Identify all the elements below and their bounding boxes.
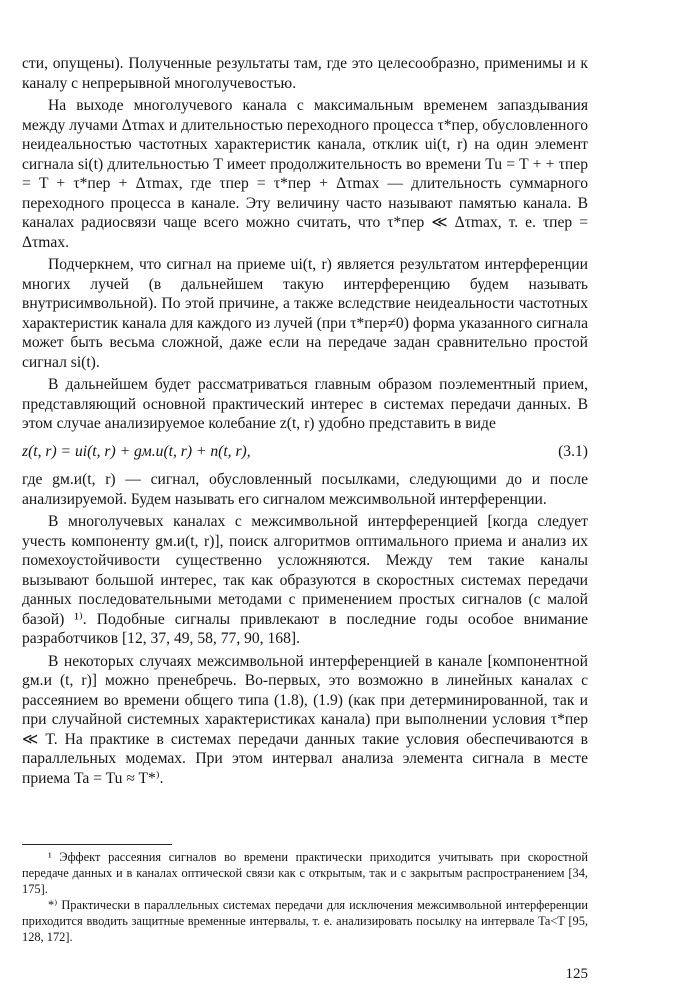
equation-3-1 bbox=[22, 442, 588, 462]
paragraph-neglect: В некоторых случаях межсимвольной интерференцией в канале [компонентной gм.и (t, r)] можно пренебречь. Во-первых, это возможно в линейных каналах с рассеянием во времени общего типа (1.8), (1.9) (как при детерминированной, так и при случайной системных характеристиках канала) при выполнении условия τ*пер ≪ T. На практике в системах передачи данных такие условия обеспечиваются в параллельных модемах. При этом интервал анализа элемента сигнала в месте приема Ta = Tu ≈ T*⁾. bbox=[22, 652, 588, 787]
paragraph-element-reception: В дальнейшем будет рассматриваться главным образом поэлементный прием, представляющий основной практический интерес в системах передачи данных. В этом случае анализируемое колебание z(t, r) удобно представить в виде bbox=[22, 376, 588, 432]
footnote-1: ¹ Эффект рассеяния сигналов во времени практически приходится учитывать при скоростной передаче данных и в каналах оптической связи как с открытым, так и с закрытым распространением [34, 175]. bbox=[22, 850, 588, 896]
main-text bbox=[22, 54, 588, 788]
page-number: 125 bbox=[565, 966, 588, 982]
footnote-divider bbox=[22, 844, 172, 845]
paragraph-continued: сти, опущены). Полученные результаты там, где это целесообразно, применимы и к каналу с непрерывной многолучевостью. bbox=[22, 55, 588, 92]
paragraph-intersymbol: Подчеркнем, что сигнал на приеме ui(t, r) является результатом интерференции многих лучей (в дальнейшем такую интерференцию будем называть внутрисимвольной). По этой причине, а также вследствие неидеальности частотных характеристик канала для каждого из лучей (при τ*пер≠0) форма указанного сигнала может быть весьма сложной, даже если на передаче задан сравнительно простой сигнал si(t). bbox=[22, 256, 588, 371]
footnotes bbox=[22, 849, 588, 945]
paragraph-channel-memory: На выходе многолучевого канала с максимальным временем запаздывания между лучами Δτmax и длительностью переходного процесса τ*пер, обусловленного неидеальностью частотных характеристик канала, отклик ui(t, r) на один элемент сигнала si(t) длительностью T имеет продолжительность во времени Tu = T + + τпер = T + τ*пер + Δτmax, где τпер = τ*пер + Δτmax — длительность суммарного переходного процесса в канале. Эту величину часто называют памятью канала. В каналах радиосвязи чаще всего можно считать, что τ*пер ≪ Δτmax, т. е. τпер = Δτmax. bbox=[22, 97, 588, 251]
equation-number: (3.1) bbox=[558, 442, 588, 460]
paragraph-multipath: В многолучевых каналах с межсимвольной интерференцией [когда следует учесть компоненту gм.и(t, r)], поиск алгоритмов оптимального приема и анализ их помехоустойчивости существенно усложняются. Между тем такие каналы вызывают большой интерес, так как образуются в скоростных системах передачи данных последовательными методами с применением простых сигналов (с малой базой) ¹⁾. Подобные сигналы привлекают в последние годы особое внимание разработчиков [12, 37, 49, 58, 77, 90, 168]. bbox=[22, 513, 588, 647]
footnote-star: *⁾ Практически в параллельных системах передачи для исключения межсимвольной интерференции приходится вводить защитные временные интервалы, т. е. анализировать посылку на интервале Ta<T [95, 128, 172]. bbox=[22, 898, 588, 944]
paragraph-where: где gм.и(t, r) — сигнал, обусловленный посылками, следующими до и после анализируемой. Будем называть его сигналом межсимвольной интерференции. bbox=[22, 471, 588, 508]
equation-text: z(t, r) = ui(t, r) + gм.и(t, r) + n(t, r), bbox=[22, 442, 251, 460]
